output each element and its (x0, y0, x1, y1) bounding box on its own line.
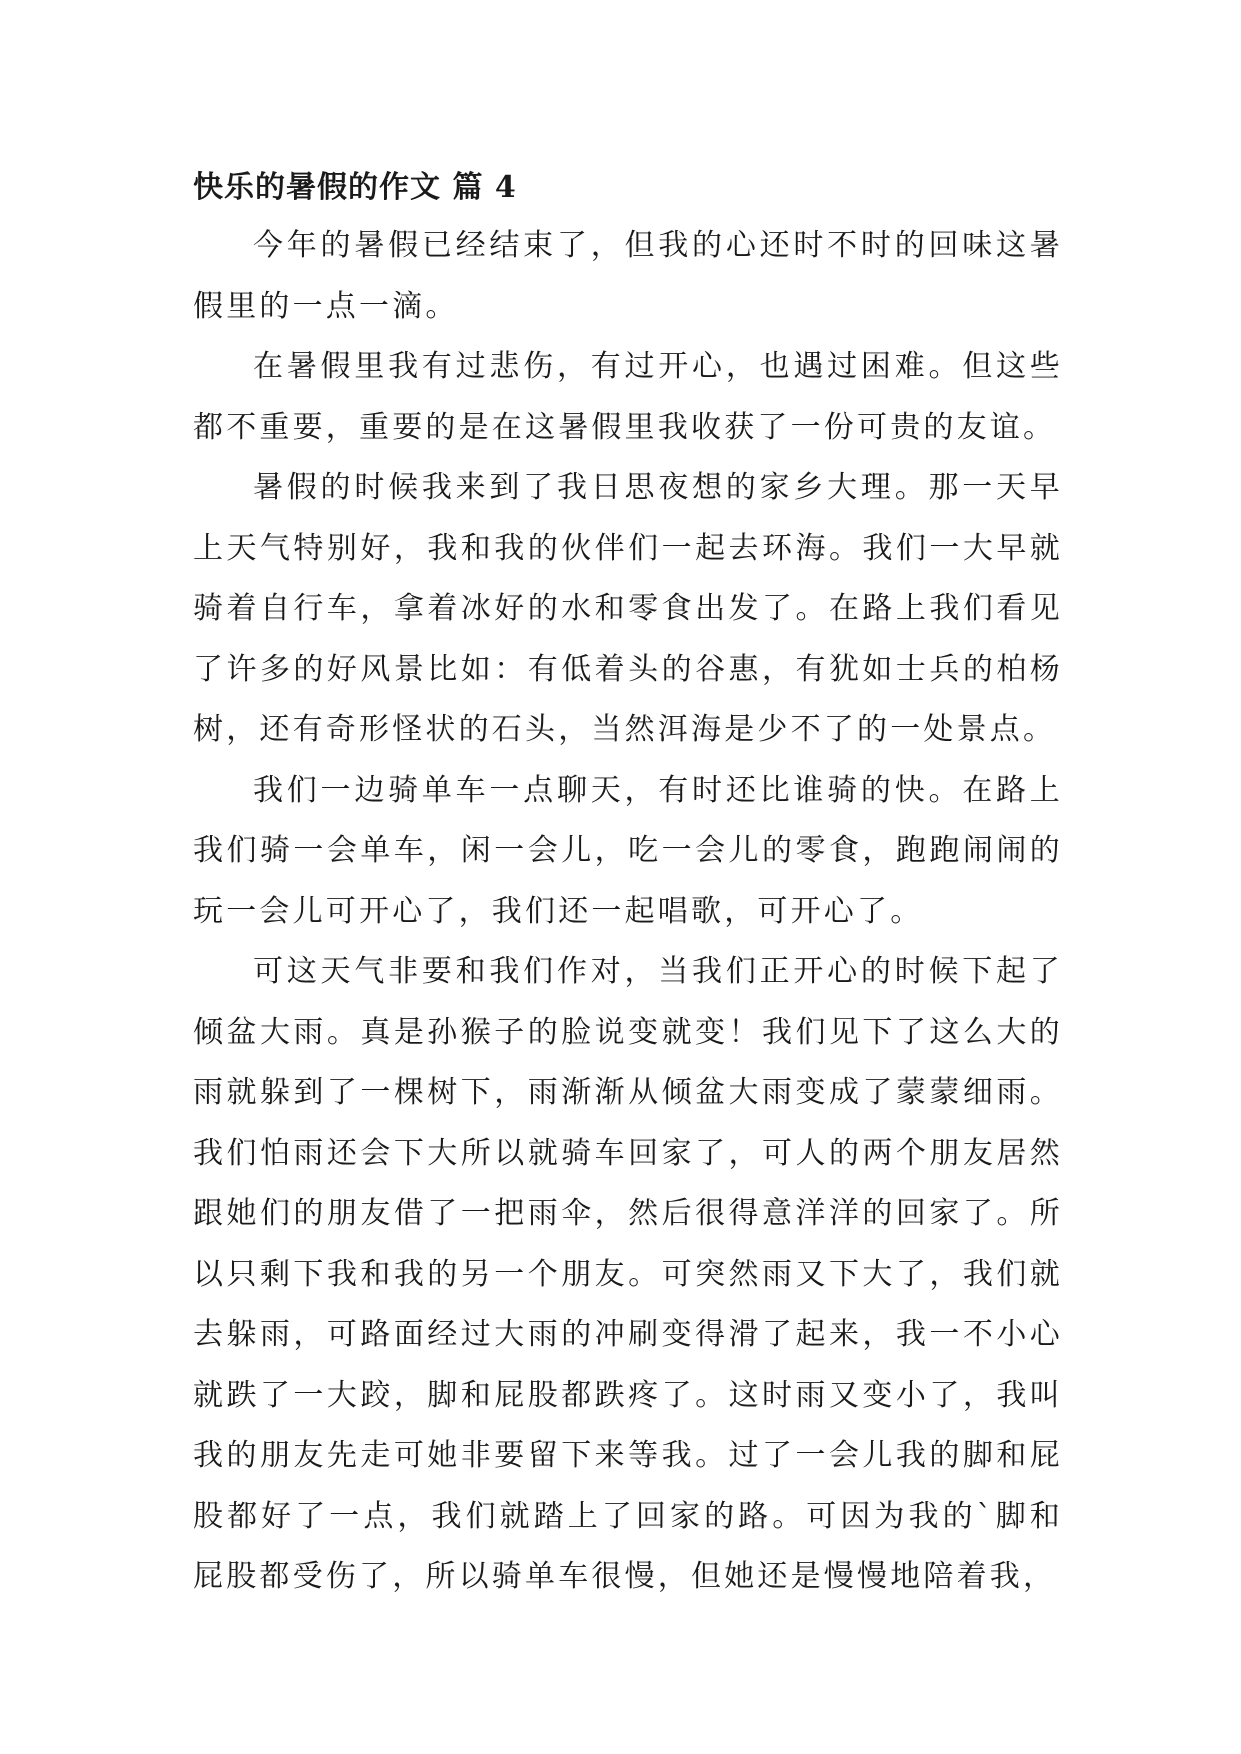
document-page (193, 160, 1063, 1608)
paragraph-2: 在暑假里我有过悲伤，有过开心，也遇过困难。但这些都不重要，重要的是在这暑假里我收获了一份可贵的友谊。 (193, 349, 1063, 445)
paragraph-1: 今年的暑假已经结束了，但我的心还时不时的回味这暑假里的一点一滴。 (193, 228, 1063, 324)
paragraph-5: 可这天气非要和我们作对，当我们正开心的时候下起了倾盆大雨。真是孙猴子的脸说变就变！我们见下了这么大的雨就躲到了一棵树下，雨渐渐从倾盆大雨变成了蒙蒙细雨。我们怕雨还会下大所以就骑车回家了，可人的两个朋友居然跟她们的朋友借了一把雨伞，然后很得意洋洋的回家了。所以只剩下我和我的另一个朋友。可突然雨又下大了，我们就去躲雨，可路面经过大雨的冲刷变得滑了起来，我一不小心就跌了一大跤，脚和屁股都跌疼了。这时雨又变小了，我叫我的朋友先走可她非要留下来等我。过了一会儿我的脚和屁股都好了一点，我们就踏上了回家的路。可因为我的`脚和屁股都受伤了，所以骑单车很慢，但她还是慢慢地陪着我， (193, 954, 1063, 1594)
paragraph-4: 我们一边骑单车一点聊天，有时还比谁骑的快。在路上我们骑一会单车，闲一会儿，吃一会儿的零食，跑跑闹闹的玩一会儿可开心了，我们还一起唱歌，可开心了。 (193, 772, 1063, 929)
document-title: 快乐的暑假的作文 篇 4 (193, 170, 517, 205)
paragraph-3: 暑假的时候我来到了我日思夜想的家乡大理。那一天早上天气特别好，我和我的伙伴们一起去环海。我们一大早就骑着自行车，拿着冰好的水和零食出发了。在路上我们看见了许多的好风景比如：有低着头的谷惠，有犹如士兵的柏杨树，还有奇形怪状的石头，当然洱海是少不了的一处景点。 (193, 470, 1063, 747)
